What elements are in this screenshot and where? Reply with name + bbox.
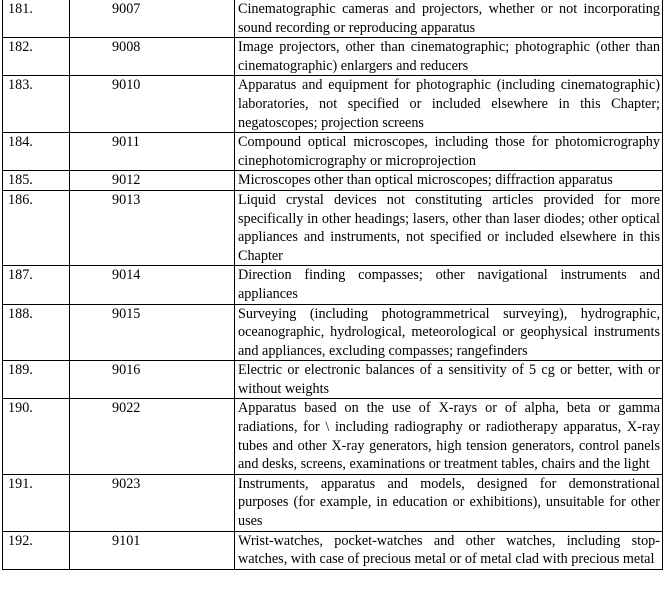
description: Microscopes other than optical microscopes; diffraction apparatus — [235, 171, 663, 191]
table-row — [3, 171, 663, 191]
heading-code: 9010 — [70, 76, 235, 133]
description: Compound optical microscopes, including those for photomicrography cinephotomicrography or microprojection — [235, 133, 663, 171]
heading-code: 9023 — [70, 474, 235, 531]
serial-number: 191. — [3, 474, 70, 531]
serial-number: 192. — [3, 531, 70, 569]
description: Surveying (including photogrammetrical surveying), hydrographic, oceanographic, hydrological, meteorological or geophysical instruments and appliances, excluding compasses; rangefinders — [235, 304, 663, 361]
table-row — [3, 266, 663, 304]
heading-code: 9016 — [70, 361, 235, 399]
serial-number: 185. — [3, 171, 70, 191]
table-row — [3, 304, 663, 361]
description: Image projectors, other than cinematographic; photographic (other than cinematographic) enlargers and reducers — [235, 38, 663, 76]
heading-code: 9012 — [70, 171, 235, 191]
table-row — [3, 361, 663, 399]
serial-number: 186. — [3, 190, 70, 265]
heading-code: 9022 — [70, 399, 235, 474]
heading-code: 9015 — [70, 304, 235, 361]
description: Direction finding compasses; other navigational instruments and appliances — [235, 266, 663, 304]
heading-code: 9008 — [70, 38, 235, 76]
serial-number: 187. — [3, 266, 70, 304]
serial-number: 190. — [3, 399, 70, 474]
description: Instruments, apparatus and models, designed for demonstrational purposes (for example, in education or exhibitions), unsuitable for other uses — [235, 474, 663, 531]
description: Apparatus and equipment for photographic (including cinematographic) laboratories, not specified or included elsewhere in this Chapter; negatoscopes; projection screens — [235, 76, 663, 133]
heading-code: 9013 — [70, 190, 235, 265]
heading-code: 9007 — [70, 0, 235, 38]
serial-number: 181. — [3, 0, 70, 38]
serial-number: 183. — [3, 76, 70, 133]
tariff-table-body — [3, 0, 663, 569]
table-row — [3, 531, 663, 569]
description: Apparatus based on the use of X-rays or of alpha, beta or gamma radiations, for \ including radiography or radiotherapy apparatus, X-ray tubes and other X-ray generators, high tension generators, control panels and desks, screens, examinations or treatment tables, chairs and the light — [235, 399, 663, 474]
table-row — [3, 38, 663, 76]
tariff-table — [2, 0, 663, 570]
heading-code: 9011 — [70, 133, 235, 171]
table-row — [3, 190, 663, 265]
heading-code: 9014 — [70, 266, 235, 304]
description: Electric or electronic balances of a sensitivity of 5 cg or better, with or without weights — [235, 361, 663, 399]
heading-code: 9101 — [70, 531, 235, 569]
table-row — [3, 474, 663, 531]
table-row — [3, 0, 663, 38]
serial-number: 182. — [3, 38, 70, 76]
serial-number: 188. — [3, 304, 70, 361]
serial-number: 189. — [3, 361, 70, 399]
table-row — [3, 76, 663, 133]
serial-number: 184. — [3, 133, 70, 171]
description: Wrist-watches, pocket-watches and other watches, including stop-watches, with case of precious metal or of metal clad with precious metal — [235, 531, 663, 569]
table-row — [3, 133, 663, 171]
description: Liquid crystal devices not constituting articles provided for more specifically in other headings; lasers, other than laser diodes; other optical appliances and instruments, not specified or included elsewhere in this Chapter — [235, 190, 663, 265]
table-row — [3, 399, 663, 474]
description: Cinematographic cameras and projectors, whether or not incorporating sound recording or reproducing apparatus — [235, 0, 663, 38]
